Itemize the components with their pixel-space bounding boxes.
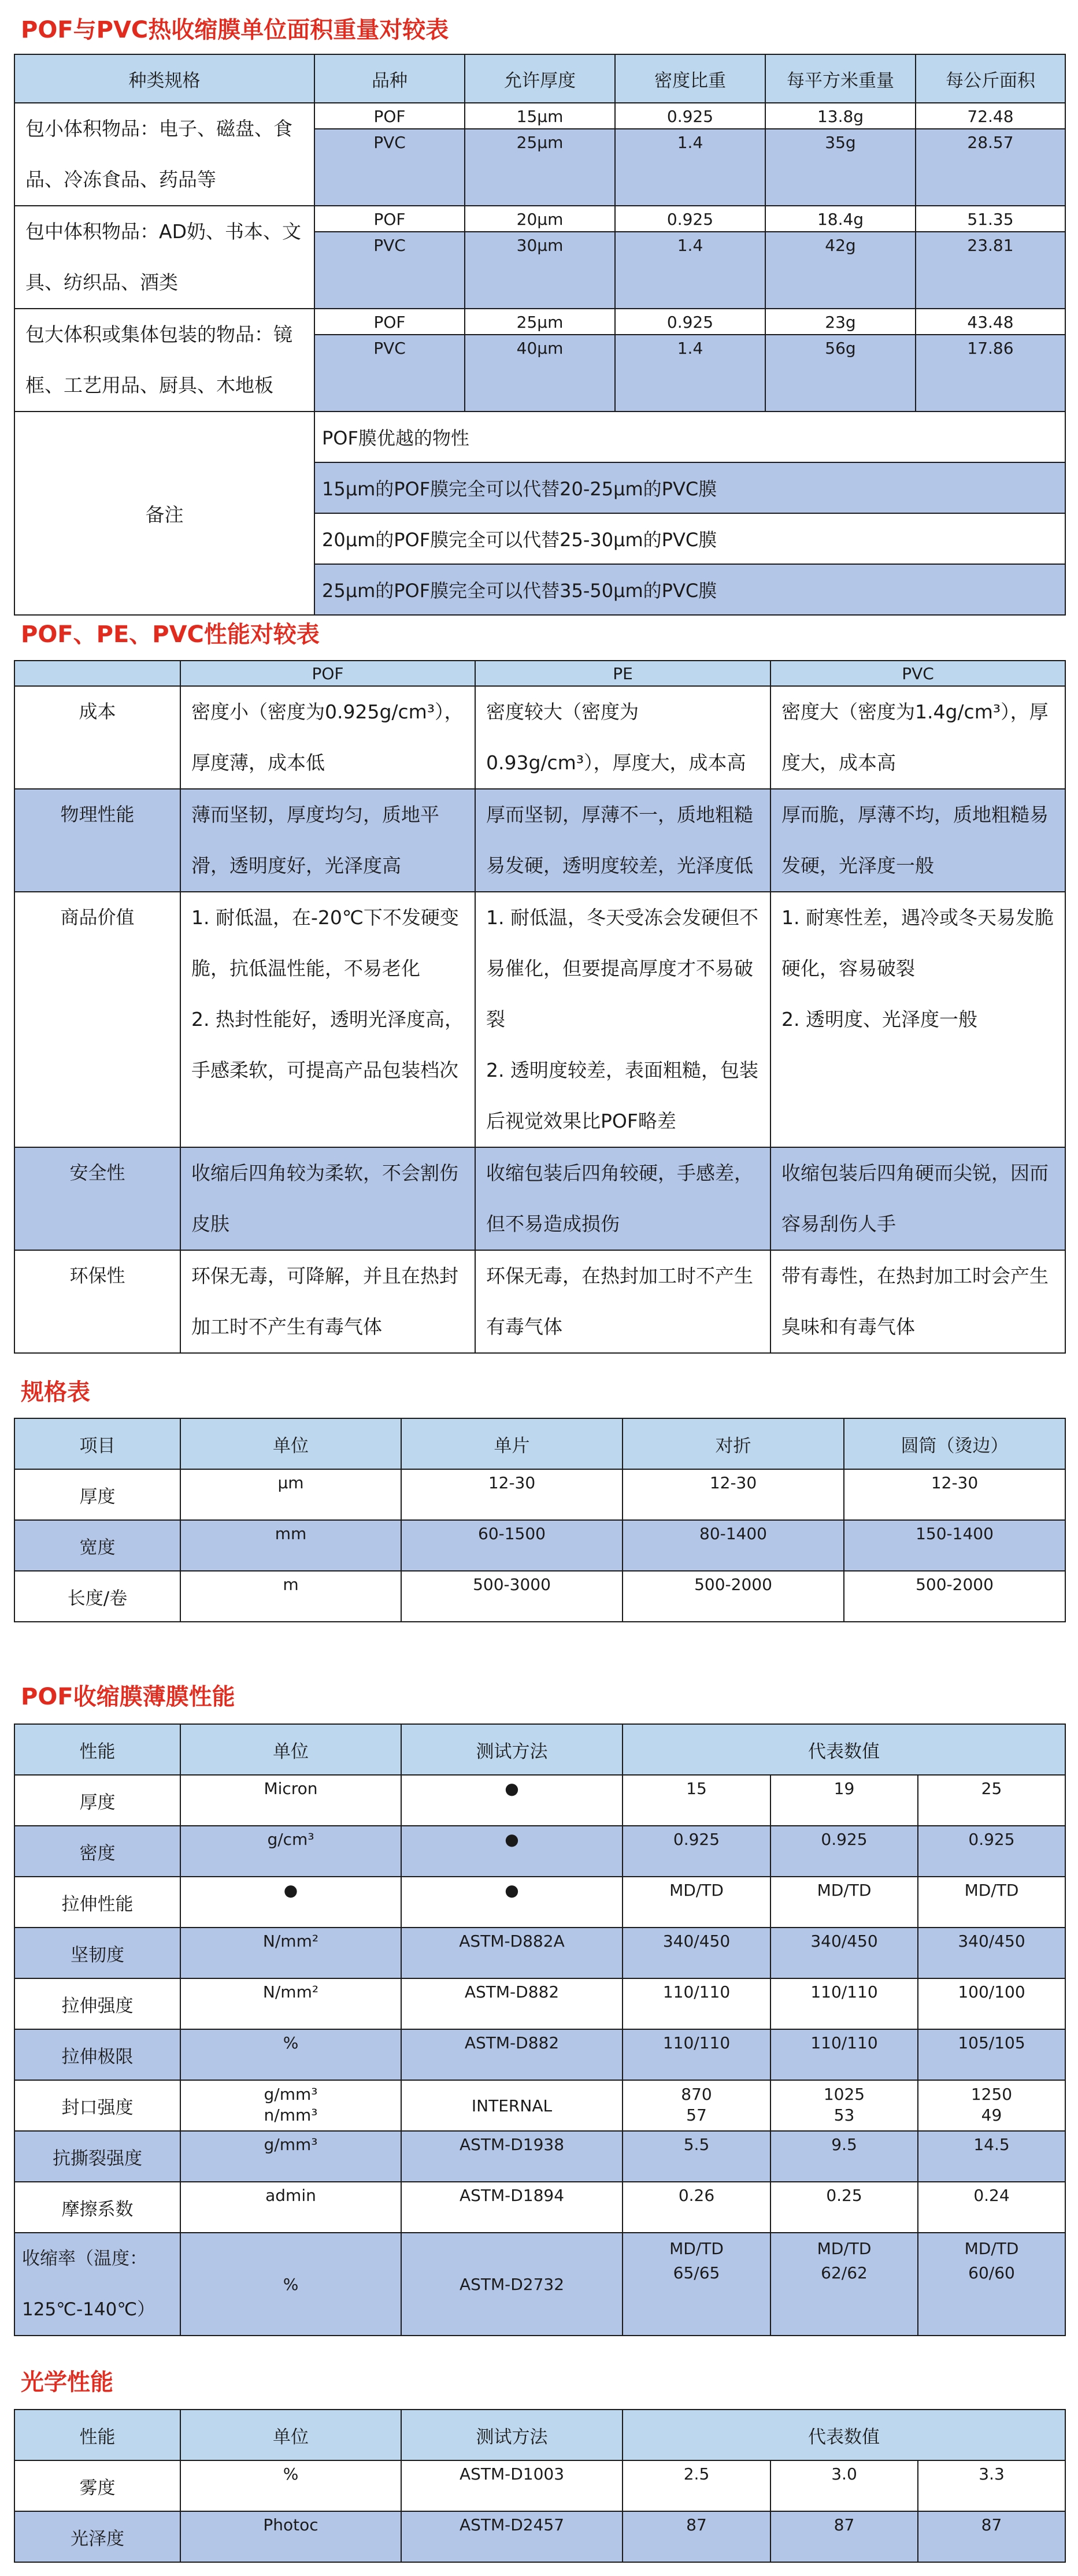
header-cell: 密度比重 [615,54,765,103]
value-cell: 0.925 [770,1826,918,1877]
header-cell: 每平方米重量 [765,54,916,103]
header-cell: 代表数值 [623,1724,1065,1775]
table-cell: 1.4 [615,335,765,412]
header-cell: 单片 [401,1418,623,1469]
unit-cell: % [180,2233,401,2336]
unit-cell: N/mm² [180,1928,401,1978]
table-cell: 500-2000 [623,1571,844,1622]
cell-text: 1. 耐寒性差，遇冷或冬天易发脆硬化，容易破裂 [781,906,1054,980]
row-label: 厚度 [14,1469,180,1520]
table-cell: 20μm [465,206,615,232]
table-header-row [14,1418,1065,1469]
table-row [14,2131,1065,2182]
remark-row [14,412,1065,462]
table-cell: 23g [765,309,916,335]
table-row [14,2080,1065,2131]
row-label: 密度 [14,1826,180,1877]
table-cell [475,789,770,892]
table-cell: 25μm [465,309,615,335]
value-cell [770,2080,918,2131]
table-cell [475,892,770,1147]
remark-label: 备注 [14,412,314,615]
row-label: 成本 [14,686,180,789]
unit-line: g/mm³ [264,2085,318,2104]
table-row [14,2511,1065,2562]
header-cell: POF [180,661,475,686]
cell-text: 2. 透明度、光泽度一般 [781,1008,977,1031]
table-row [14,1147,1065,1250]
table-cell [180,789,475,892]
unit-cell: Photoc [180,2511,401,2562]
value-cell: 340/450 [623,1928,770,1978]
unit-cell: g/cm³ [180,1826,401,1877]
value-cell: 25 [918,1775,1065,1826]
header-cell: 性能 [14,2410,180,2460]
value-cell [623,2233,770,2336]
value-cell: 0.925 [918,1826,1065,1877]
row-label: 收缩率（温度：125℃-140℃） [14,2233,180,2336]
method-cell: ● [401,1877,623,1928]
unit-cell: % [180,2029,401,2080]
table-cell: POF [314,309,465,335]
value-line: 1250 [970,2085,1013,2104]
table-cell: 51.35 [916,206,1065,232]
row-label: 环保性 [14,1250,180,1353]
row-label: 光泽度 [14,2511,180,2562]
value-cell: 5.5 [623,2131,770,2182]
header-cell: 允许厚度 [465,54,615,103]
table-cell: 15μm [465,103,615,129]
header-cell: 种类规格 [14,54,314,103]
row-label: 拉伸极限 [14,2029,180,2080]
header-cell: 圆筒（烫边） [844,1418,1065,1469]
table-row [14,1775,1065,1826]
cell-text: 密度较大（密度为0.93g/cm³），厚度大，成本高 [486,700,746,774]
table-cell: 42g [765,232,916,309]
table-cell [180,1147,475,1250]
table-cell: 60-1500 [401,1520,623,1571]
row-label: 坚韧度 [14,1928,180,1978]
cell-text: 2. 透明度较差，表面粗糙，包装后视觉效果比POF略差 [486,1059,758,1132]
table-row [14,1250,1065,1353]
header-cell: 品种 [314,54,465,103]
method-cell: ASTM-D882 [401,1978,623,2029]
header-cell: 测试方法 [401,1724,623,1775]
header-cell: 性能 [14,1724,180,1775]
table-cell [770,1250,1065,1353]
value-cell: 105/105 [918,2029,1065,2080]
value-cell [623,2080,770,2131]
category-cell: 包中体积物品：AD奶、书本、文具、纺织品、酒类 [14,206,314,309]
value-cell: 87 [918,2511,1065,2562]
section-title-specifications: 规格表 [21,1379,90,1406]
table-cell: 17.86 [916,335,1065,412]
cell-text: 厚而脆，厚薄不均，质地粗糙易发硬，光泽度一般 [781,803,1049,877]
header-cell: 对折 [623,1418,844,1469]
table-cell: 18.4g [765,206,916,232]
table-cell: 150-1400 [844,1520,1065,1571]
table-cell: 30μm [465,232,615,309]
row-label: 长度/卷 [14,1571,180,1622]
value-cell: 0.24 [918,2182,1065,2233]
table-cell [475,1147,770,1250]
row-label: 物理性能 [14,789,180,892]
value-cell: 110/110 [623,2029,770,2080]
table-cell: 72.48 [916,103,1065,129]
table-cell: 80-1400 [623,1520,844,1571]
method-cell: ASTM-D2457 [401,2511,623,2562]
value-cell [770,2233,918,2336]
value-cell: 14.5 [918,2131,1065,2182]
cell-text: 环保无毒，可降解，并且在热封加工时不产生有毒气体 [191,1265,458,1338]
table-cell: 12-30 [623,1469,844,1520]
method-cell: ● [401,1826,623,1877]
table-cell: PVC [314,335,465,412]
optical-performance-table [14,2409,1066,2563]
table-row [14,309,1065,335]
row-label: 商品价值 [14,892,180,1147]
table-cell: PVC [314,129,465,206]
method-cell: ASTM-D882A [401,1928,623,1978]
performance-comparison-table [14,660,1066,1354]
table-row [14,2029,1065,2080]
table-row [14,1928,1065,1978]
table-cell: 43.48 [916,309,1065,335]
table-row [14,1978,1065,2029]
table-header-row [14,661,1065,686]
table-cell: 0.925 [615,309,765,335]
header-cell: 项目 [14,1418,180,1469]
table-cell: 13.8g [765,103,916,129]
table-cell [770,789,1065,892]
table-cell: 12-30 [844,1469,1065,1520]
remark-text: 25μm的POF膜完全可以代替35-50μm的PVC膜 [314,564,1065,615]
header-cell: 每公斤面积 [916,54,1065,103]
value-line: 1025 [823,2085,865,2104]
value-cell: 3.3 [918,2460,1065,2511]
header-cell: 代表数值 [623,2410,1065,2460]
value-cell: 3.0 [770,2460,918,2511]
cell-text: 2. 热封性能好，透明光泽度高，手感柔软，可提高产品包装档次 [191,1008,464,1081]
header-cell [14,661,180,686]
cell-text: 收缩后四角较为柔软，不会割伤皮肤 [191,1162,458,1235]
table-cell: 500-3000 [401,1571,623,1622]
table-cell: μm [180,1469,401,1520]
cell-text: 密度小（密度为0.925g/cm³），厚度薄，成本低 [191,700,464,774]
table-row [14,1826,1065,1877]
cell-text: 密度大（密度为1.4g/cm³），厚度大，成本高 [781,700,1049,774]
unit-cell: % [180,2460,401,2511]
value-cell: 15 [623,1775,770,1826]
row-label: 安全性 [14,1147,180,1250]
table-row [14,1520,1065,1571]
category-cell: 包大体积或集体包装的物品：镜框、工艺用品、厨具、木地板 [14,309,314,412]
unit-cell [180,2080,401,2131]
table-cell [180,892,475,1147]
table-header-row [14,54,1065,103]
table-row [14,1877,1065,1928]
value-cell [918,2080,1065,2131]
film-performance-table [14,1723,1066,2336]
row-label: 摩擦系数 [14,2182,180,2233]
value-cell: MD/TD [623,1877,770,1928]
value-cell: 110/110 [770,1978,918,2029]
table-cell [475,686,770,789]
row-label: 宽度 [14,1520,180,1571]
value-line: 870 [681,2085,712,2104]
row-label: 抗撕裂强度 [14,2131,180,2182]
table-row [14,789,1065,892]
table-cell: 25μm [465,129,615,206]
section-title-film-performance: POF收缩膜薄膜性能 [21,1684,235,1710]
table-cell [180,686,475,789]
table-cell: m [180,1571,401,1622]
table-cell: POF [314,206,465,232]
remark-text: 20μm的POF膜完全可以代替25-30μm的PVC膜 [314,513,1065,564]
unit-cell: g/mm³ [180,2131,401,2182]
table-cell: 1.4 [615,232,765,309]
section-title-performance-comparison: POF、PE、PVC性能对较表 [21,621,320,648]
value-line: 60/60 [968,2263,1015,2282]
header-cell: 单位 [180,2410,401,2460]
value-line: 49 [981,2106,1002,2125]
table-cell: 28.57 [916,129,1065,206]
method-cell: ASTM-D1003 [401,2460,623,2511]
unit-line: n/mm³ [264,2106,318,2125]
table-cell: 0.925 [615,206,765,232]
cell-text: 收缩包装后四角较硬，手感差，但不易造成损伤 [486,1162,753,1235]
unit-cell: Micron [180,1775,401,1826]
header-cell: 单位 [180,1724,401,1775]
value-cell: 2.5 [623,2460,770,2511]
table-cell: 56g [765,335,916,412]
table-cell [770,892,1065,1147]
method-cell: ● [401,1775,623,1826]
row-label: 雾度 [14,2460,180,2511]
section-title-optical-performance: 光学性能 [21,2369,113,2396]
table-cell: POF [314,103,465,129]
value-cell: 87 [770,2511,918,2562]
table-cell: 0.925 [615,103,765,129]
table-row [14,892,1065,1147]
table-row [14,103,1065,129]
table-cell [475,1250,770,1353]
value-cell: 110/110 [623,1978,770,2029]
table-row [14,2460,1065,2511]
value-cell: MD/TD [918,1877,1065,1928]
table-cell: 40μm [465,335,615,412]
method-cell: INTERNAL [401,2080,623,2131]
value-cell: 0.25 [770,2182,918,2233]
table-cell: PVC [314,232,465,309]
table-cell [770,1147,1065,1250]
header-cell: PVC [770,661,1065,686]
cell-text: 厚而坚韧，厚薄不一，质地粗糙易发硬，透明度较差，光泽度低 [486,803,753,877]
value-line: MD/TD [669,2239,724,2258]
header-cell: PE [475,661,770,686]
unit-cell: ● [180,1877,401,1928]
value-cell: 340/450 [770,1928,918,1978]
cell-text: 1. 耐低温，冬天受冻会发硬但不易催化，但要提高厚度才不易破裂 [486,906,758,1031]
remark-text: POF膜优越的物性 [314,412,1065,462]
section-title-weight-comparison: POF与PVC热收缩膜单位面积重量对较表 [21,17,449,43]
table-header-row [14,2410,1065,2460]
value-cell [918,2233,1065,2336]
table-cell: 35g [765,129,916,206]
table-cell [770,686,1065,789]
method-cell: ASTM-D882 [401,2029,623,2080]
table-row [14,686,1065,789]
specifications-table [14,1418,1066,1622]
table-header-row [14,1724,1065,1775]
value-cell: 9.5 [770,2131,918,2182]
table-cell [180,1250,475,1353]
value-cell: 110/110 [770,2029,918,2080]
table-cell: 500-2000 [844,1571,1065,1622]
unit-cell: admin [180,2182,401,2233]
category-cell: 包小体积物品：电子、磁盘、食品、冷冻食品、药品等 [14,103,314,206]
row-label: 拉伸强度 [14,1978,180,2029]
cell-text: 收缩包装后四角硬而尖锐，因而容易刮伤人手 [781,1162,1049,1235]
row-label: 拉伸性能 [14,1877,180,1928]
value-line: 57 [686,2106,707,2125]
table-row [14,2182,1065,2233]
value-cell: 87 [623,2511,770,2562]
header-cell: 测试方法 [401,2410,623,2460]
value-cell: MD/TD [770,1877,918,1928]
value-line: 65/65 [673,2263,720,2282]
value-cell: 340/450 [918,1928,1065,1978]
remark-text: 15μm的POF膜完全可以代替20-25μm的PVC膜 [314,462,1065,513]
method-cell: ASTM-D1894 [401,2182,623,2233]
value-line: MD/TD [817,2239,872,2258]
value-cell: 0.26 [623,2182,770,2233]
table-cell: 12-30 [401,1469,623,1520]
table-cell: mm [180,1520,401,1571]
row-label: 封口强度 [14,2080,180,2131]
method-cell: ASTM-D2732 [401,2233,623,2336]
value-cell: 0.925 [623,1826,770,1877]
cell-text: 带有毒性，在热封加工时会产生臭味和有毒气体 [781,1265,1049,1338]
table-cell: 1.4 [615,129,765,206]
table-row [14,2233,1065,2336]
table-row [14,1571,1065,1622]
cell-text: 环保无毒，在热封加工时不产生有毒气体 [486,1265,753,1338]
header-cell: 单位 [180,1418,401,1469]
row-label: 厚度 [14,1775,180,1826]
value-line: 53 [833,2106,855,2125]
table-cell: 23.81 [916,232,1065,309]
cell-text: 薄而坚韧，厚度均匀，质地平滑，透明度好，光泽度高 [191,803,439,877]
method-cell: ASTM-D1938 [401,2131,623,2182]
cell-text: 1. 耐低温，在-20℃下不发硬变脆，抗低温性能，不易老化 [191,906,459,980]
unit-cell: N/mm² [180,1978,401,2029]
value-line: 62/62 [821,2263,868,2282]
value-line: MD/TD [964,2239,1019,2258]
table-row [14,206,1065,232]
value-cell: 100/100 [918,1978,1065,2029]
weight-comparison-table [14,54,1066,616]
value-cell: 19 [770,1775,918,1826]
table-row [14,1469,1065,1520]
